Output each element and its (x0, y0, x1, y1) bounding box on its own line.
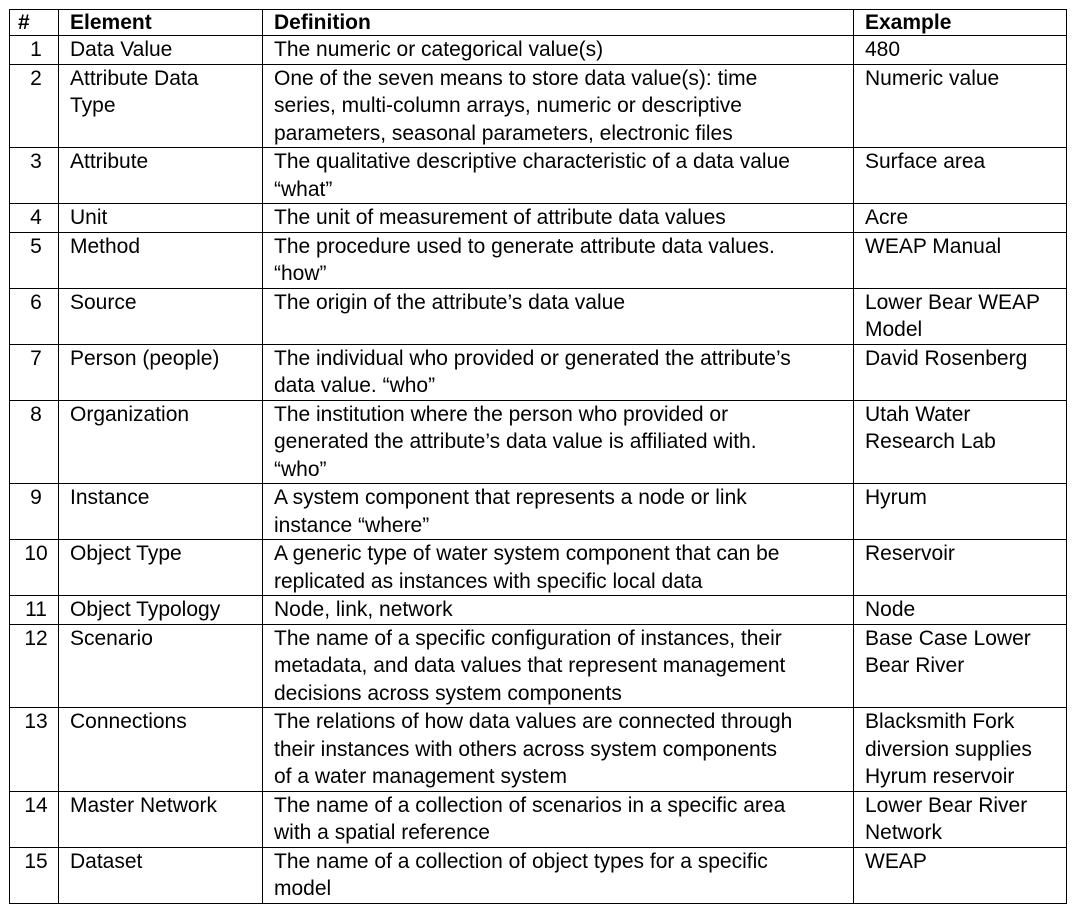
row-definition: The relations of how data values are connected through their instances with others across system components of a water management system (263, 708, 854, 792)
row-number: 5 (10, 232, 59, 288)
table-row (10, 148, 1067, 204)
row-element: Unit (59, 204, 263, 233)
row-example: Surface area (854, 148, 1067, 204)
row-example: Lower Bear WEAP Model (854, 288, 1067, 344)
row-definition: The qualitative descriptive characteristic of a data value “what” (263, 148, 854, 204)
row-definition: The name of a specific configuration of instances, their metadata, and data values that represent management decisions across system components (263, 624, 854, 708)
row-element: Organization (59, 400, 263, 484)
row-element: Data Value (59, 36, 263, 65)
table-row (10, 232, 1067, 288)
table-row (10, 400, 1067, 484)
header-example: Example (854, 10, 1067, 36)
row-element: Person (people) (59, 344, 263, 400)
row-definition: The name of a collection of scenarios in a specific area with a spatial reference (263, 791, 854, 847)
row-number: 11 (10, 596, 59, 625)
row-element: Dataset (59, 847, 263, 903)
row-number: 12 (10, 624, 59, 708)
table-row (10, 36, 1067, 65)
row-element: Object Type (59, 540, 263, 596)
row-definition: One of the seven means to store data value(s): time series, multi-column arrays, numeric or descriptive parameters, seasonal parameters, electronic files (263, 64, 854, 148)
table-row (10, 791, 1067, 847)
row-example: Node (854, 596, 1067, 625)
row-definition: The institution where the person who provided or generated the attribute’s data value is affiliated with. “who” (263, 400, 854, 484)
header-row (10, 10, 1067, 36)
row-number: 3 (10, 148, 59, 204)
row-example: WEAP Manual (854, 232, 1067, 288)
row-number: 10 (10, 540, 59, 596)
table-row (10, 344, 1067, 400)
table-row (10, 540, 1067, 596)
header-number: # (10, 10, 59, 36)
table-row (10, 596, 1067, 625)
row-example: Utah Water Research Lab (854, 400, 1067, 484)
row-number: 6 (10, 288, 59, 344)
row-definition: A generic type of water system component that can be replicated as instances with specific local data (263, 540, 854, 596)
row-element: Method (59, 232, 263, 288)
row-example: Lower Bear River Network (854, 791, 1067, 847)
row-example: Blacksmith Fork diversion supplies Hyrum reservoir (854, 708, 1067, 792)
row-element: Master Network (59, 791, 263, 847)
row-definition: A system component that represents a node or link instance “where” (263, 484, 854, 540)
row-definition: The name of a collection of object types for a specific model (263, 847, 854, 903)
row-number: 7 (10, 344, 59, 400)
row-element: Connections (59, 708, 263, 792)
row-definition: The origin of the attribute’s data value (263, 288, 854, 344)
row-definition: The individual who provided or generated the attribute’s data value. “who” (263, 344, 854, 400)
row-number: 2 (10, 64, 59, 148)
row-element: Scenario (59, 624, 263, 708)
row-element: Object Typology (59, 596, 263, 625)
row-example: Base Case Lower Bear River (854, 624, 1067, 708)
row-number: 1 (10, 36, 59, 65)
row-example: Numeric value (854, 64, 1067, 148)
table-row (10, 288, 1067, 344)
row-element: Attribute (59, 148, 263, 204)
row-example: 480 (854, 36, 1067, 65)
table-row (10, 708, 1067, 792)
row-example: Hyrum (854, 484, 1067, 540)
header-definition: Definition (263, 10, 854, 36)
row-example: Reservoir (854, 540, 1067, 596)
table-row (10, 624, 1067, 708)
row-number: 14 (10, 791, 59, 847)
row-number: 9 (10, 484, 59, 540)
row-number: 15 (10, 847, 59, 903)
table-row (10, 847, 1067, 903)
row-element: Instance (59, 484, 263, 540)
row-example: Acre (854, 204, 1067, 233)
row-example: David Rosenberg (854, 344, 1067, 400)
table-body (10, 36, 1067, 904)
row-definition: Node, link, network (263, 596, 854, 625)
row-definition: The unit of measurement of attribute data values (263, 204, 854, 233)
row-definition: The numeric or categorical value(s) (263, 36, 854, 65)
table-row (10, 484, 1067, 540)
table-row (10, 64, 1067, 148)
row-element: Source (59, 288, 263, 344)
row-example: WEAP (854, 847, 1067, 903)
header-element: Element (59, 10, 263, 36)
row-number: 13 (10, 708, 59, 792)
row-number: 8 (10, 400, 59, 484)
definitions-table (9, 9, 1067, 904)
table-row (10, 204, 1067, 233)
row-element: Attribute Data Type (59, 64, 263, 148)
row-number: 4 (10, 204, 59, 233)
row-definition: The procedure used to generate attribute data values. “how” (263, 232, 854, 288)
